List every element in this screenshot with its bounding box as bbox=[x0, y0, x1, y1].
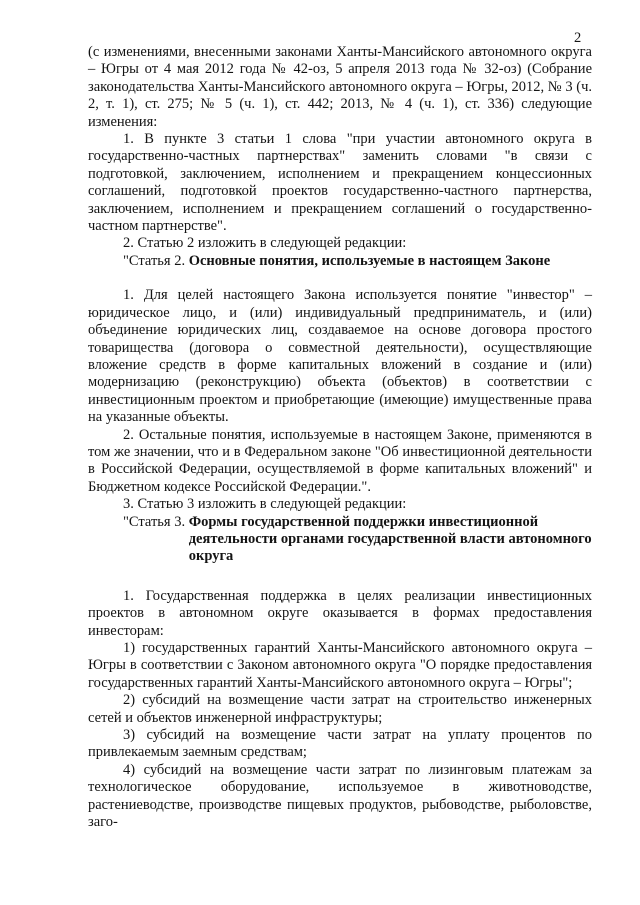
article-3-heading bbox=[88, 514, 592, 566]
article-3-paragraph-1: 1. Государственная поддержка в целях реализации инвестиционных проектов в автономном округе оказывается в формах предоставления инвесторам: bbox=[88, 587, 592, 639]
spacer bbox=[88, 566, 592, 588]
article-2-heading bbox=[88, 253, 592, 270]
amendment-item-1: 1. В пункте 3 статьи 1 слова "при участии автономного округа в государственно-частных партнерствах" заменить словами "в связи с подготовкой, заключением, исполнением и прекращением концессионных соглашений, подготовкой проектов государственно-частного партнерства, заключением, исполнением и прекращением соглашений о государственно-частном партнерстве". bbox=[88, 131, 592, 235]
intro-paragraph: (с изменениями, внесенными законами Ханты-Мансийского автономного округа – Югры от 4 мая 2012 года № 42-оз, 5 апреля 2013 года № 32-оз) (Собрание законодательства Ханты-Мансийского автономного округа – Югры, 2012, № 3 (ч. 2, т. 1), ст. 275; № 5 (ч. 1), ст. 442; 2013, № 4 (ч. 1), ст. 336) следующие изменения: bbox=[88, 44, 592, 130]
amendment-item-2: 2. Статью 2 изложить в следующей редакции: bbox=[123, 235, 407, 252]
article-2-title: Основные понятия, используемые в настоящем Законе bbox=[188, 252, 551, 269]
spacer bbox=[88, 270, 592, 287]
article-3-subitem-3: 3) субсидий на возмещение части затрат на уплату процентов по привлекаемым заемным средствам; bbox=[88, 727, 592, 761]
article-3-title: Формы государственной поддержки инвестиционной деятельности органами государственной власти автономного округа bbox=[188, 513, 592, 565]
amendment-item-3: 3. Статью 3 изложить в следующей редакции: bbox=[123, 496, 407, 513]
document-body bbox=[88, 44, 592, 831]
article-3-label: "Статья 3. bbox=[123, 513, 189, 530]
article-2-paragraph-2: 2. Остальные понятия, используемые в настоящем Законе, применяются в том же значении, что и в Федеральном законе "Об инвестиционной деятельности в Российской Федерации, осуществляемой в форме капитальных вложений" и Бюджетном кодексе Российской Федерации.". bbox=[88, 426, 592, 495]
article-3-subitem-1: 1) государственных гарантий Ханты-Мансийского автономного округа – Югры в соответствии с Законом автономного округа "О порядке предоставления государственных гарантий Ханты-Мансийского автономного округа – Югры"; bbox=[88, 640, 592, 691]
article-3-subitem-4: 4) субсидий на возмещение части затрат по лизинговым платежам за технологическое оборудование, используемое в животноводстве, растениеводстве, производстве пищевых продуктов, рыбоводстве, рыболовстве, заго- bbox=[88, 761, 592, 831]
article-2-paragraph-1: 1. Для целей настоящего Закона используется понятие "инвестор" – юридическое лицо, и (или) индивидуальный предприниматель, и (или) объединение юридических лиц, создаваемое на основе договора простого товарищества (договора о совместной деятельности), осуществляющие вложение средств в форме капитальных вложений в создание и (или) модернизацию (реконструкцию) объекта (объектов) в соответствии с инвестиционным проектом и приобретающие (имеющие) имущественные права на указанные объекты. bbox=[88, 287, 592, 426]
page-number: 2 bbox=[574, 30, 582, 46]
article-3-subitem-2: 2) субсидий на возмещение части затрат на строительство инженерных сетей и объектов инженерной инфраструктуры; bbox=[88, 692, 592, 726]
article-2-label: "Статья 2. bbox=[123, 252, 186, 269]
